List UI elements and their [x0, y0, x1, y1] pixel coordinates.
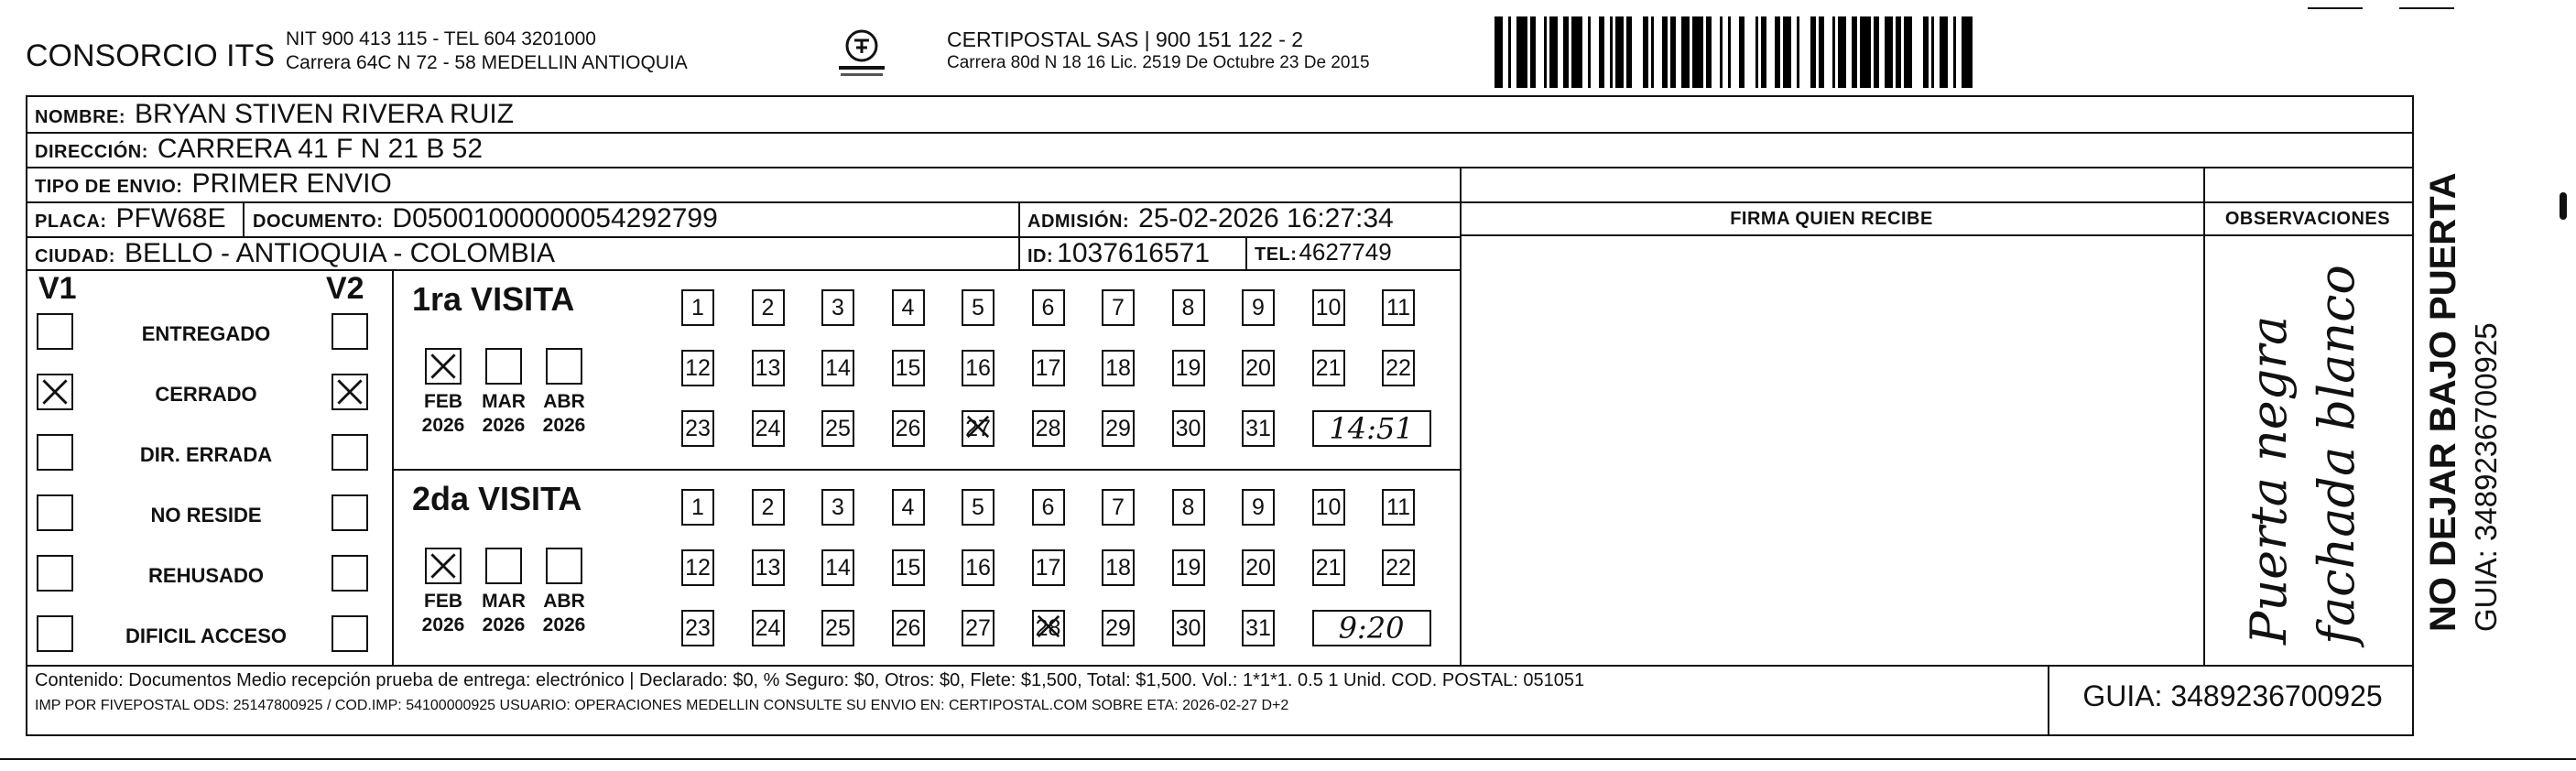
day-box[interactable]: [892, 350, 925, 386]
day-box[interactable]: [1032, 289, 1065, 326]
barcode-bar: [1885, 16, 1893, 88]
corner-line: [2399, 7, 2454, 9]
day-box[interactable]: [1102, 410, 1135, 447]
month-year: 2026: [421, 415, 465, 436]
recipient-name: BRYAN STIVEN RIVERA RUIZ: [135, 99, 515, 129]
day-number: 16: [965, 554, 991, 581]
document-field: [253, 203, 718, 234]
city-value: BELLO - ANTIOQUIA - COLOMBIA: [124, 238, 556, 268]
barcode-bar: [1962, 16, 1973, 88]
ship-type-label: TIPO DE ENVIO:: [35, 177, 183, 197]
day-number: 21: [1315, 354, 1342, 381]
day-number: 17: [1035, 554, 1061, 581]
status-label: NO RESIDE: [150, 504, 262, 527]
day-number: 21: [1315, 554, 1342, 581]
document-value: D05001000000054292799: [392, 203, 718, 233]
divider: [392, 469, 1460, 471]
day-box[interactable]: [1242, 289, 1275, 326]
day-box[interactable]: [821, 410, 854, 447]
day-box[interactable]: [821, 549, 854, 586]
observations-label: OBSERVACIONES: [2224, 209, 2391, 229]
day-box[interactable]: [1312, 489, 1345, 526]
day-number: 6: [1041, 294, 1055, 320]
day-number: 15: [895, 554, 921, 581]
check-mark-icon: [427, 549, 460, 582]
time-box[interactable]: [1312, 610, 1431, 646]
day-box[interactable]: [821, 350, 854, 386]
barcode-bar: [1536, 16, 1544, 88]
barcode-bar: [1591, 16, 1599, 88]
day-box[interactable]: [962, 549, 995, 586]
day-number: 25: [825, 415, 851, 441]
check-mark-icon: [1034, 612, 1063, 641]
day-number: 9: [1252, 494, 1265, 520]
day-box[interactable]: [962, 489, 995, 526]
carrier-info: [947, 27, 1370, 75]
day-number: 1: [691, 494, 704, 520]
barcode-bar: [1571, 16, 1582, 88]
barcode-bar: [1692, 16, 1703, 88]
barcode-bar: [1731, 16, 1739, 88]
status-v1-checkbox[interactable]: [37, 434, 73, 471]
day-box[interactable]: [1172, 410, 1205, 447]
day-number: 14: [825, 554, 851, 581]
divider: [1460, 234, 2412, 236]
divider: [2203, 167, 2205, 665]
page-edge-line: [0, 758, 2576, 760]
day-box[interactable]: [1242, 410, 1275, 447]
day-box[interactable]: [681, 289, 714, 326]
day-box[interactable]: [962, 350, 995, 386]
status-label: DIFICIL ACCESO: [125, 624, 287, 647]
status-label: DIR. ERRADA: [139, 443, 273, 466]
day-box[interactable]: [752, 410, 785, 447]
day-number: 28: [1035, 415, 1061, 441]
day-box[interactable]: [752, 549, 785, 586]
day-box[interactable]: [1382, 549, 1415, 586]
month-checkbox[interactable]: [425, 548, 462, 584]
day-number: 13: [755, 554, 781, 581]
day-box[interactable]: [892, 489, 925, 526]
day-number: 13: [755, 354, 781, 381]
id-field: [1027, 238, 1210, 269]
month-year: 2026: [421, 614, 465, 635]
day-box[interactable]: [1032, 489, 1065, 526]
day-box[interactable]: [1032, 410, 1065, 447]
day-box[interactable]: [752, 489, 785, 526]
divider: [243, 201, 245, 236]
barcode-bar: [1495, 16, 1503, 88]
day-box[interactable]: [962, 289, 995, 326]
day-box[interactable]: [681, 410, 714, 447]
day-number: 3: [831, 294, 844, 320]
city-label: CIUDAD:: [35, 246, 115, 266]
side-guia: GUIA: 3489236700925: [2469, 322, 2503, 632]
day-number: 29: [1105, 415, 1131, 441]
day-number: 23: [685, 415, 711, 441]
month-name: ABR: [543, 391, 585, 412]
day-number: 27: [965, 614, 991, 641]
day-number: 31: [1245, 614, 1271, 641]
day-box[interactable]: [1102, 350, 1135, 386]
imp-line: IMP POR FIVEPOSTAL ODS: 25147800925 / COD.IMP: 54100000925 USUARIO: OPERACIONES MEDELLIN CONSULTE SU ENVIO EN: CERTIPOSTAL.COM SOBRE ETA: 2026-02-27 D+2: [35, 698, 1289, 713]
day-box[interactable]: [892, 549, 925, 586]
day-box[interactable]: [1382, 489, 1415, 526]
v2-label: V2: [326, 271, 364, 306]
name-label: NOMBRE:: [35, 107, 126, 127]
status-v2-checkbox[interactable]: [332, 615, 368, 652]
certipostal-logo: [830, 26, 894, 90]
side-warning: NO DEJAR BAJO PUERTA: [2423, 172, 2463, 632]
barcode: [1495, 16, 2227, 88]
day-box[interactable]: [1382, 350, 1415, 386]
day-box[interactable]: [681, 549, 714, 586]
visit-title: 2da VISITA: [412, 480, 582, 517]
barcode-bar: [1824, 16, 1832, 88]
check-mark-icon: [963, 412, 993, 441]
day-number: 17: [1035, 354, 1061, 381]
barcode-bar: [1766, 16, 1775, 88]
admission-value: 25-02-2026 16:27:34: [1138, 203, 1394, 233]
day-box[interactable]: [752, 350, 785, 386]
divider: [1245, 236, 1247, 269]
plate-field: [35, 203, 226, 234]
status-label: ENTREGADO: [141, 322, 271, 345]
company-info: [286, 27, 688, 75]
day-number: 5: [972, 294, 984, 320]
address-line: Carrera 64C N 72 - 58 MEDELLIN ANTIOQUIA: [286, 52, 688, 73]
month-checkbox[interactable]: [425, 348, 462, 385]
address-label: DIRECCIÓN:: [35, 142, 148, 162]
day-box[interactable]: [1312, 549, 1345, 586]
day-box[interactable]: [1172, 289, 1205, 326]
barcode-bar: [1516, 16, 1527, 88]
day-number: 15: [895, 354, 921, 381]
content-line: Contenido: Documentos Medio recepción prueba de entrega: electrónico | Declarado: $0, % Seguro: $0, Otros: $0, Flete: $1,500, Total: $1,500. Vol.: 1*1*1. 0.5 1 Unid. COD. POSTAL: 051051: [35, 670, 1585, 690]
tel-label: TEL:: [1255, 244, 1298, 265]
id-value: 1037616571: [1057, 238, 1211, 268]
observation-line-2: fachada blanco: [2308, 265, 2365, 645]
day-box[interactable]: [1102, 610, 1135, 646]
day-box[interactable]: [962, 610, 995, 646]
divider: [2048, 665, 2049, 734]
day-box[interactable]: [892, 289, 925, 326]
day-number: 26: [895, 415, 921, 441]
day-box[interactable]: [892, 610, 925, 646]
carrier-line: CERTIPOSTAL SAS | 900 151 122 - 2: [947, 27, 1304, 51]
day-box[interactable]: [1172, 610, 1205, 646]
id-label: ID:: [1027, 246, 1054, 266]
status-v1-checkbox[interactable]: [37, 555, 73, 592]
barcode-bar: [1860, 16, 1871, 88]
day-number: 19: [1175, 354, 1201, 381]
month-label: [476, 590, 531, 637]
observation-line-1: Puerta negra: [2240, 315, 2298, 645]
day-box[interactable]: [892, 410, 925, 447]
status-v1-checkbox[interactable]: [37, 494, 73, 531]
day-number: 19: [1175, 554, 1201, 581]
day-number: 2: [761, 494, 775, 520]
day-box[interactable]: [1032, 549, 1065, 586]
day-box[interactable]: [1102, 489, 1135, 526]
day-box[interactable]: [1242, 350, 1275, 386]
status-v1-checkbox[interactable]: [37, 374, 73, 410]
check-mark-icon: [38, 375, 71, 408]
divider: [27, 665, 2412, 667]
day-number: 10: [1315, 294, 1342, 320]
check-mark-icon: [333, 375, 366, 408]
day-box[interactable]: [1032, 350, 1065, 386]
month-label: [537, 390, 592, 438]
city-field: [35, 238, 555, 269]
plate-value: PFW68E: [115, 203, 226, 233]
day-box[interactable]: [681, 489, 714, 526]
shipping-form: [26, 95, 2414, 736]
day-number: 29: [1105, 614, 1131, 641]
day-box[interactable]: [821, 289, 854, 326]
day-number: 26: [895, 614, 921, 641]
day-number: 4: [901, 494, 915, 520]
day-box[interactable]: [1242, 610, 1275, 646]
month-label: [416, 590, 471, 637]
status-v2-checkbox[interactable]: [332, 434, 368, 471]
day-box[interactable]: [1102, 549, 1135, 586]
day-number: 10: [1315, 494, 1342, 520]
recipient-address: CARRERA 41 F N 21 B 52: [157, 134, 484, 164]
document-label: DOCUMENTO:: [253, 212, 384, 232]
day-number: 8: [1181, 494, 1195, 520]
month-year: 2026: [542, 415, 586, 436]
day-box[interactable]: [821, 489, 854, 526]
barcode-bar: [1549, 16, 1558, 88]
barcode-bar: [1838, 16, 1846, 88]
barcode-bar: [1615, 16, 1624, 88]
barcode-bar: [1904, 16, 1912, 88]
day-box[interactable]: [1242, 549, 1275, 586]
day-number: 8: [1181, 294, 1195, 320]
day-box[interactable]: [1242, 489, 1275, 526]
day-number: 27: [965, 415, 991, 441]
day-box[interactable]: [1312, 289, 1345, 326]
barcode-bar: [1973, 16, 1975, 88]
day-box[interactable]: [1312, 350, 1345, 386]
day-number: 12: [685, 354, 711, 381]
day-number: 20: [1245, 554, 1271, 581]
divider: [1460, 201, 2412, 203]
day-number: 11: [1386, 494, 1410, 520]
status-v2-checkbox[interactable]: [332, 374, 368, 410]
check-mark-icon: [427, 350, 460, 383]
month-label: [476, 390, 531, 438]
day-number: 24: [755, 415, 781, 441]
month-name: FEB: [424, 391, 462, 412]
visit-time: 9:20: [1338, 611, 1405, 646]
status-v2-checkbox[interactable]: [332, 494, 368, 531]
edge-mark: [2560, 192, 2567, 220]
barcode-bar: [1940, 16, 1948, 88]
month-year: 2026: [482, 415, 526, 436]
name-row: [35, 99, 514, 130]
day-number: 18: [1105, 354, 1131, 381]
v1-label: V1: [38, 271, 77, 306]
barcode-bar: [1745, 16, 1755, 88]
day-number: 18: [1105, 554, 1131, 581]
day-number: 14: [825, 354, 851, 381]
day-number: 7: [1112, 294, 1125, 320]
day-number: 23: [685, 614, 711, 641]
status-label: CERRADO: [155, 383, 257, 406]
tel-field: [1255, 238, 1392, 266]
corner-line: [2308, 7, 2363, 9]
month-label: [416, 390, 471, 438]
day-box[interactable]: [1102, 289, 1135, 326]
divider: [1018, 201, 1020, 269]
month-name: ABR: [543, 591, 585, 612]
day-box[interactable]: [1382, 289, 1415, 326]
ship-type-value: PRIMER ENVIO: [191, 168, 392, 199]
barcode-bar: [1912, 16, 1923, 88]
month-name: FEB: [424, 591, 462, 612]
day-number: 20: [1245, 354, 1271, 381]
barcode-bar: [1681, 16, 1690, 88]
day-number: 22: [1386, 554, 1411, 581]
day-box[interactable]: [962, 410, 995, 447]
divider: [1460, 167, 1462, 665]
tel-value: 4627749: [1299, 238, 1392, 266]
day-box[interactable]: [681, 610, 714, 646]
address-row: [35, 134, 483, 165]
day-number: 30: [1175, 614, 1201, 641]
day-number: 11: [1386, 294, 1410, 320]
month-checkbox[interactable]: [546, 548, 582, 584]
day-box[interactable]: [681, 350, 714, 386]
day-box[interactable]: [752, 289, 785, 326]
day-box[interactable]: [752, 610, 785, 646]
day-number: 25: [825, 614, 851, 641]
day-number: 30: [1175, 415, 1201, 441]
month-name: MAR: [482, 391, 526, 412]
admission-field: [1027, 203, 1394, 234]
month-checkbox[interactable]: [485, 548, 522, 584]
day-box[interactable]: [1032, 610, 1065, 646]
barcode-bar: [1799, 16, 1810, 88]
visit-title: 1ra VISITA: [412, 280, 575, 318]
day-number: 24: [755, 614, 781, 641]
day-number: 22: [1386, 354, 1411, 381]
nit-line: NIT 900 413 115 - TEL 604 3201000: [286, 28, 596, 49]
day-number: 12: [685, 554, 711, 581]
divider: [27, 269, 1460, 271]
company-name: CONSORCIO ITS: [26, 38, 276, 73]
day-number: 4: [901, 294, 915, 320]
day-number: 5: [972, 494, 984, 520]
month-year: 2026: [482, 614, 526, 635]
signature-label: FIRMA QUIEN RECIBE: [1730, 209, 1933, 229]
divider: [392, 269, 394, 665]
month-year: 2026: [542, 614, 586, 635]
admission-label: ADMISIÓN:: [1027, 212, 1130, 232]
status-v1-checkbox[interactable]: [37, 615, 73, 652]
month-checkbox[interactable]: [546, 348, 582, 385]
day-number: 31: [1245, 415, 1271, 441]
status-v1-checkbox[interactable]: [37, 313, 73, 350]
month-name: MAR: [482, 591, 526, 612]
visit-time: 14:51: [1329, 411, 1414, 446]
day-box[interactable]: [1172, 350, 1205, 386]
barcode-bar: [1654, 16, 1662, 88]
time-box[interactable]: [1312, 410, 1431, 447]
day-number: 7: [1112, 494, 1125, 520]
day-number: 1: [691, 294, 704, 320]
barcode-bar: [1632, 16, 1643, 88]
day-box[interactable]: [1172, 549, 1205, 586]
month-checkbox[interactable]: [485, 348, 522, 385]
day-number: 3: [831, 494, 844, 520]
plate-label: PLACA:: [35, 212, 107, 232]
day-number: 9: [1252, 294, 1265, 320]
day-box[interactable]: [1172, 489, 1205, 526]
status-v2-checkbox[interactable]: [332, 313, 368, 350]
day-number: 28: [1035, 614, 1061, 641]
month-label: [537, 590, 592, 637]
status-v2-checkbox[interactable]: [332, 555, 368, 592]
status-label: REHUSADO: [148, 564, 264, 587]
ship-type-row: [35, 168, 392, 200]
barcode-bar: [1783, 16, 1791, 88]
day-number: 6: [1041, 494, 1055, 520]
barcode-bar: [1712, 16, 1720, 88]
day-number: 2: [761, 294, 775, 320]
day-number: 16: [965, 354, 991, 381]
carrier-address: Carrera 80d N 18 16 Lic. 2519 De Octubre 23 De 2015: [947, 53, 1370, 72]
day-box[interactable]: [821, 610, 854, 646]
footer-guia: GUIA: 3489236700925: [2082, 679, 2383, 712]
